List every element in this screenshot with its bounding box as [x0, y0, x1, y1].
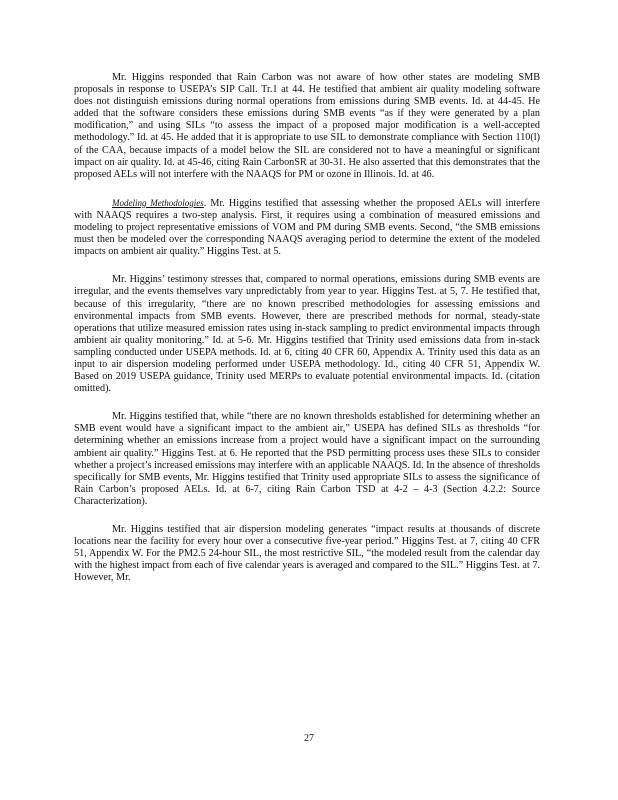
- paragraph-2: Modeling Methodologies. Mr. Higgins testified that assessing whether the proposed AELs will interfere with NAAQS requires a two-step analysis. First, it requires using a combination of measured emissions and modeling to project representative emissions of VOM and PM during SMB events. Second, “the SMB emissions must then be modeled over the corresponding NAAQS averaging period to determine the extent of the modeled impacts on ambient air quality.” Higgins Test. at 5.: [74, 197, 540, 258]
- paragraph-1: Mr. Higgins responded that Rain Carbon was not aware of how other states are modeling SMB proposals in response to USEPA’s SIP Call. Tr.1 at 44. He testified that ambient air quality modeling software does not distinguish emissions during normal operations from emissions during SMB events. Id. at 44-45. He added that the software considers these emissions during SMB events “as if they were generated by a plan modification,” and using SILs “to assess the impact of a proposed major modification is a well-accepted methodology.” Id. at 45. He added that it is appropriate to use SIL to demonstrate compliance with Section 110(l) of the CAA, because impacts of a model below the SIL are considered not to have a meaningful or significant impact on air quality. Id. at 45-46, citing Rain CarbonSR at 30-31. He also asserted that this demonstrates that the proposed AELs will not interfere with the NAAQS for PM or ozone in Illinois. Id. at 46.: [74, 72, 540, 180]
- paragraph-4: Mr. Higgins testified that, while “there are no known thresholds established for determining whether an SMB event would have a significant impact to the ambient air,” USEPA has defined SILs as thresholds “for determining whether an emissions increase from a project would have a significant impact on the surrounding ambient air quality.” Higgins Test. at 6. He reported that the PSD permitting process uses these SILs to consider whether a project’s increased emissions may interfere with an applicable NAAQS. Id. In the absence of thresholds specifically for SMB events, Mr. Higgins testified that Trinity used appropriate SILs to assess the significance of Rain Carbon’s proposed AELs. Id. at 6-7, citing Rain Carbon TSD at 4-2 – 4-3 (Section 4.2.2: Source Characterization).: [74, 411, 540, 507]
- page-number: 27: [304, 733, 314, 744]
- section-heading: Modeling Methodologies: [112, 197, 204, 208]
- paragraph-3: Mr. Higgins’ testimony stresses that, compared to normal operations, emissions during SMB events are irregular, and the events themselves vary unpredictably from year to year. Higgins Test. at 5, 7. He testified that, because of this irregularity, “there are no known prescribed methodologies for assessing emissions and environmental impacts from SMB events. However, there are prescribed methods for normal, steady-state operations that utilize measured emission rates using in-stack sampling to predict environmental impacts through ambient air quality monitoring.” Id. at 5-6. Mr. Higgins testified that Trinity used emissions data from in-stack sampling conducted under USEPA methods. Id. at 6, citing 40 CFR 60, Appendix A. Trinity used this data as an input to air dispersion modeling performed under USEPA methodology. Id., citing 40 CFR 51, Appendix W. Based on 2019 USEPA guidance, Trinity used MERPs to evaluate potential environmental impacts. Id. (citation omitted).: [74, 274, 540, 395]
- paragraph-5: Mr. Higgins testified that air dispersion modeling generates “impact results at thousands of discrete locations near the facility for every hour over a consecutive five-year period.” Higgins Test. at 7, citing 40 CFR 51, Appendix W. For the PM2.5 24-hour SIL, the most restrictive SIL, “the modeled result from the calendar day with the highest impact from each of five calendar years is averaged and compared to the SIL.” Higgins Test. at 7. However, Mr.: [74, 524, 540, 584]
- paragraph-2-text: Mr. Higgins testified that assessing whether the proposed AELs will interfere with NAAQS requires a two-step analysis. First, it requires using a combination of measured emissions and modeling to project representative emissions of VOM and PM during SMB events. Second, “the SMB emissions must then be modeled over the corresponding NAAQS averaging period to determine the extent of the modeled impacts on ambient air quality.” Higgins Test. at 5.: [74, 197, 540, 258]
